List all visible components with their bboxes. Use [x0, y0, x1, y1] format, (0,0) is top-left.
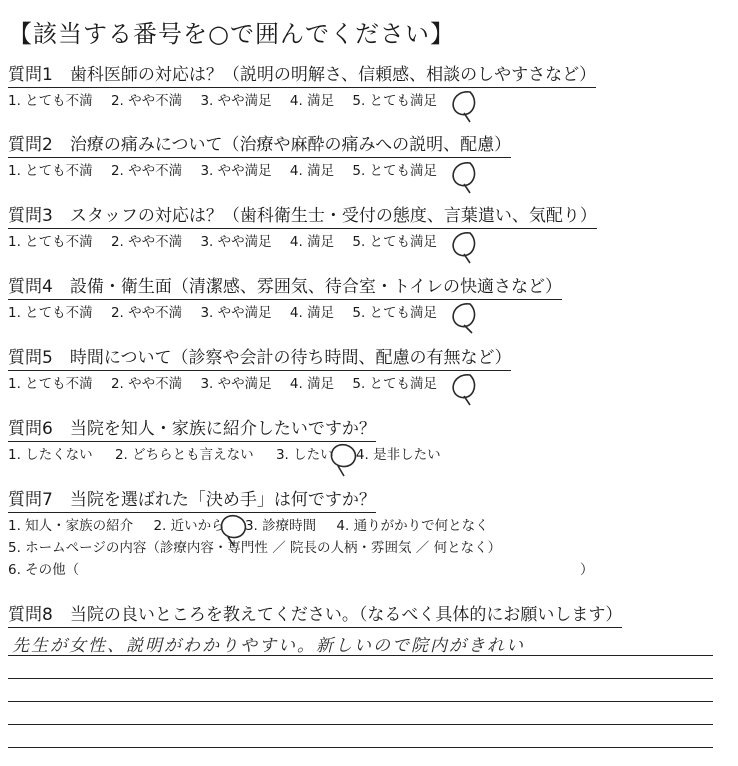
question-5-options	[8, 375, 728, 393]
question-3	[8, 205, 728, 251]
answer-line	[8, 747, 713, 748]
option-5[interactable]: 5. とても満足	[352, 305, 438, 321]
option-5[interactable]: 5. ホームページの内容（診療内容・専門性 ／ 院長の人柄・雰囲気 ／ 何となく）	[8, 540, 502, 556]
option-5[interactable]: 5. とても満足	[352, 376, 438, 392]
answer-line	[8, 701, 713, 702]
answer-line	[8, 678, 713, 679]
option-5[interactable]: 5. とても満足	[352, 234, 438, 250]
option-1[interactable]: 1. とても不満	[8, 93, 93, 109]
question-2	[8, 134, 728, 180]
question-8	[8, 604, 728, 628]
option-1[interactable]: 1. 知人・家族の紹介	[8, 518, 134, 534]
answer-line	[8, 655, 713, 656]
question-7	[8, 489, 728, 581]
option-2[interactable]: 2. やや不満	[110, 93, 183, 109]
option-3[interactable]: 3. やや満足	[200, 305, 272, 321]
option-4[interactable]: 4. 通りがかりで何となく	[336, 518, 489, 534]
option-3[interactable]: 3. やや満足	[200, 234, 272, 250]
option-1[interactable]: 1. したくない	[8, 447, 93, 463]
question-4-label: 質問4 設備・衛生面（清潔感、雰囲気、待合室・トイレの快適さなど）	[8, 276, 562, 300]
option-2[interactable]: 2. どちらとも言えない	[114, 447, 254, 463]
option-4[interactable]: 4. 満足	[289, 93, 335, 109]
question-1	[8, 64, 728, 110]
question-8-answer: 先生が女性、説明がわかりやすい。新しいので院内がきれい	[12, 636, 525, 656]
question-2-label: 質問2 治療の痛みについて（治療や麻酔の痛みへの説明、配慮）	[8, 134, 511, 158]
option-2[interactable]: 2. やや不満	[110, 376, 183, 392]
option-1[interactable]: 1. とても不満	[8, 305, 93, 321]
option-1[interactable]: 1. とても不満	[8, 376, 93, 392]
question-7-options-row-2	[8, 537, 728, 559]
option-5[interactable]: 5. とても満足	[352, 163, 438, 179]
question-5	[8, 347, 728, 393]
question-3-options	[8, 233, 728, 251]
option-3[interactable]: 3. やや満足	[200, 376, 272, 392]
option-3[interactable]: 3. 診療時間	[244, 518, 317, 534]
option-1[interactable]: 1. とても不満	[8, 163, 93, 179]
option-5[interactable]: 5. とても満足	[352, 93, 438, 109]
question-4	[8, 276, 728, 322]
other-close-paren: ）	[580, 562, 594, 578]
question-3-label: 質問3 スタッフの対応は？（歯科衛生士・受付の態度、言葉遣い、気配り）	[8, 205, 597, 229]
option-3[interactable]: 3. やや満足	[200, 163, 272, 179]
option-2[interactable]: 2. やや不満	[110, 163, 183, 179]
question-8-label: 質問8 当院の良いところを教えてください。（なるべく具体的にお願いします）	[8, 604, 622, 628]
option-2[interactable]: 2. やや不満	[110, 305, 183, 321]
question-1-label: 質問1 歯科医師の対応は？（説明の明解さ、信頼感、相談のしやすさなど）	[8, 64, 596, 88]
option-2[interactable]: 2. やや不満	[110, 234, 183, 250]
option-4[interactable]: 4. 満足	[289, 305, 335, 321]
question-2-options	[8, 162, 728, 180]
question-7-options-row-3	[8, 559, 728, 581]
question-7-options-row-1	[8, 515, 728, 537]
page-title: 【該当する番号を○で囲んでください】	[8, 20, 455, 48]
option-2[interactable]: 2. 近いから	[153, 518, 225, 534]
question-5-label: 質問5 時間について（診察や会計の待ち時間、配慮の有無など）	[8, 347, 511, 371]
option-1[interactable]: 1. とても不満	[8, 234, 93, 250]
option-3[interactable]: 3. やや満足	[200, 93, 272, 109]
question-6-options	[8, 446, 728, 464]
option-6[interactable]: 6. その他（	[8, 562, 80, 578]
question-1-options	[8, 92, 728, 110]
question-6	[8, 418, 728, 464]
option-3[interactable]: 3. したい	[275, 447, 334, 463]
question-4-options	[8, 304, 728, 322]
option-4[interactable]: 4. 満足	[289, 234, 335, 250]
answer-line	[8, 724, 713, 725]
option-4[interactable]: 4. 満足	[289, 376, 335, 392]
question-7-label: 質問7 当院を選ばれた「決め手」は何ですか？	[8, 489, 376, 513]
option-4[interactable]: 4. 是非したい	[355, 447, 441, 463]
option-4[interactable]: 4. 満足	[289, 163, 335, 179]
question-6-label: 質問6 当院を知人・家族に紹介したいですか？	[8, 418, 376, 442]
